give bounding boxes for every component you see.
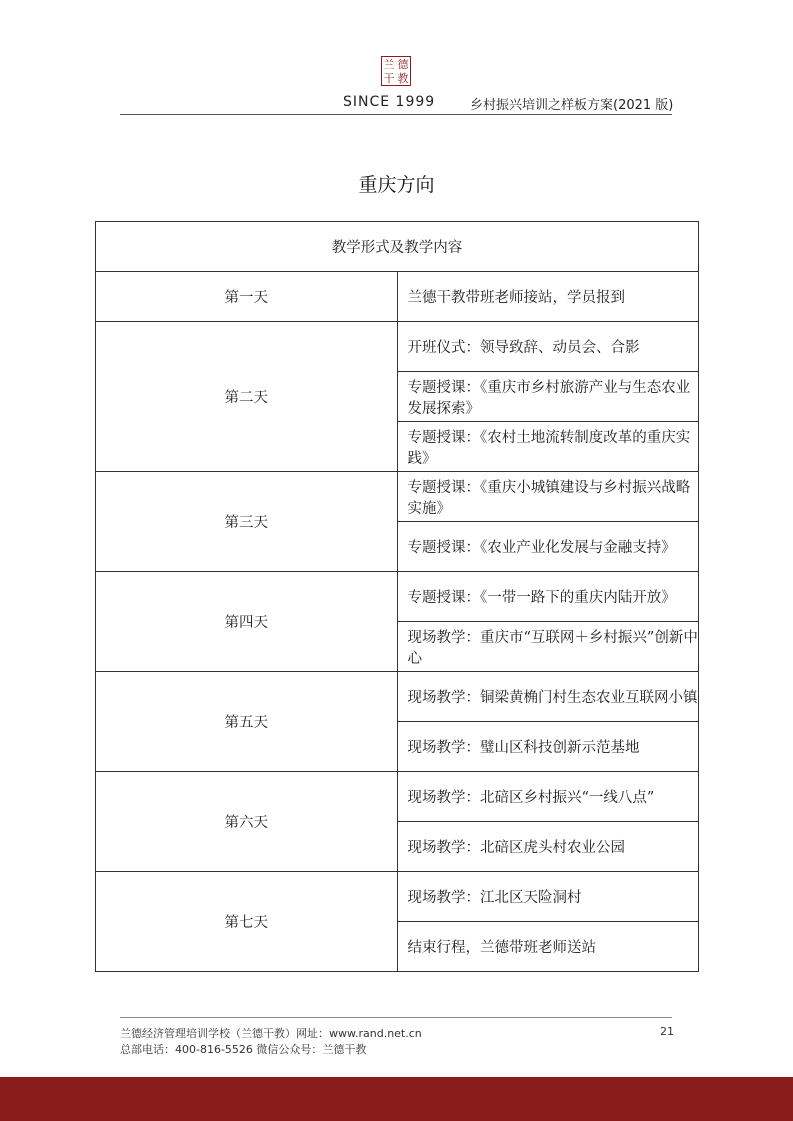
day-cell: 第一天 xyxy=(96,272,398,322)
content-cell: 专题授课：《重庆小城镇建设与乡村振兴战略实施》 xyxy=(397,472,699,522)
content-cell: 开班仪式：领导致辞、动员会、合影 xyxy=(397,322,699,372)
since-text: SINCE 1999 xyxy=(343,94,436,110)
table-row xyxy=(96,322,699,372)
table-row xyxy=(96,772,699,822)
day-cell: 第六天 xyxy=(96,772,398,872)
footer-contact: 总部电话：400-816-5526 微信公众号：兰德干教 xyxy=(120,1043,367,1056)
content-cell: 专题授课：《农业产业化发展与金融支持》 xyxy=(397,522,699,572)
logo-char: 教 xyxy=(397,71,409,85)
content-cell: 专题授课：《重庆市乡村旅游产业与生态农业发展探索》 xyxy=(397,372,699,422)
day-cell: 第二天 xyxy=(96,322,398,472)
logo-char: 兰 xyxy=(383,57,395,71)
content-cell: 现场教学：铜梁黄桷门村生态农业互联网小镇 xyxy=(397,672,699,722)
header-divider xyxy=(120,114,672,115)
table-row xyxy=(96,272,699,322)
brand-logo xyxy=(381,56,411,86)
day-cell: 第七天 xyxy=(96,872,398,972)
day-cell: 第四天 xyxy=(96,572,398,672)
content-cell: 现场教学：江北区天险洞村 xyxy=(397,872,699,922)
table-row xyxy=(96,472,699,522)
document-title: 乡村振兴培训之样板方案(2021 版) xyxy=(470,98,674,113)
footer-website: 兰德经济管理培训学校（兰德干教）网址：www.rand.net.cn xyxy=(120,1027,422,1040)
content-cell: 专题授课：《农村土地流转制度改革的重庆实践》 xyxy=(397,422,699,472)
schedule-table xyxy=(95,221,699,972)
page-number: 21 xyxy=(660,1025,674,1038)
logo-char: 德 xyxy=(397,57,409,71)
table-header-row xyxy=(96,222,699,272)
day-cell: 第五天 xyxy=(96,672,398,772)
footer-divider xyxy=(120,1017,672,1018)
content-cell: 现场教学：北碚区乡村振兴“一线八点” xyxy=(397,772,699,822)
content-cell: 现场教学：重庆市“互联网＋乡村振兴”创新中心 xyxy=(397,622,699,672)
content-cell: 结束行程，兰德带班老师送站 xyxy=(397,922,699,972)
table-row xyxy=(96,872,699,922)
content-cell: 兰德干教带班老师接站，学员报到 xyxy=(397,272,699,322)
table-header: 教学形式及教学内容 xyxy=(96,222,699,272)
bottom-brand-band xyxy=(0,1077,793,1121)
table-row xyxy=(96,672,699,722)
content-cell: 现场教学：璧山区科技创新示范基地 xyxy=(397,722,699,772)
logo-char: 干 xyxy=(383,71,395,85)
content-cell: 专题授课：《一带一路下的重庆内陆开放》 xyxy=(397,572,699,622)
day-cell: 第三天 xyxy=(96,472,398,572)
content-cell: 现场教学：北碚区虎头村农业公园 xyxy=(397,822,699,872)
table-row xyxy=(96,572,699,622)
page-title: 重庆方向 xyxy=(358,174,435,196)
